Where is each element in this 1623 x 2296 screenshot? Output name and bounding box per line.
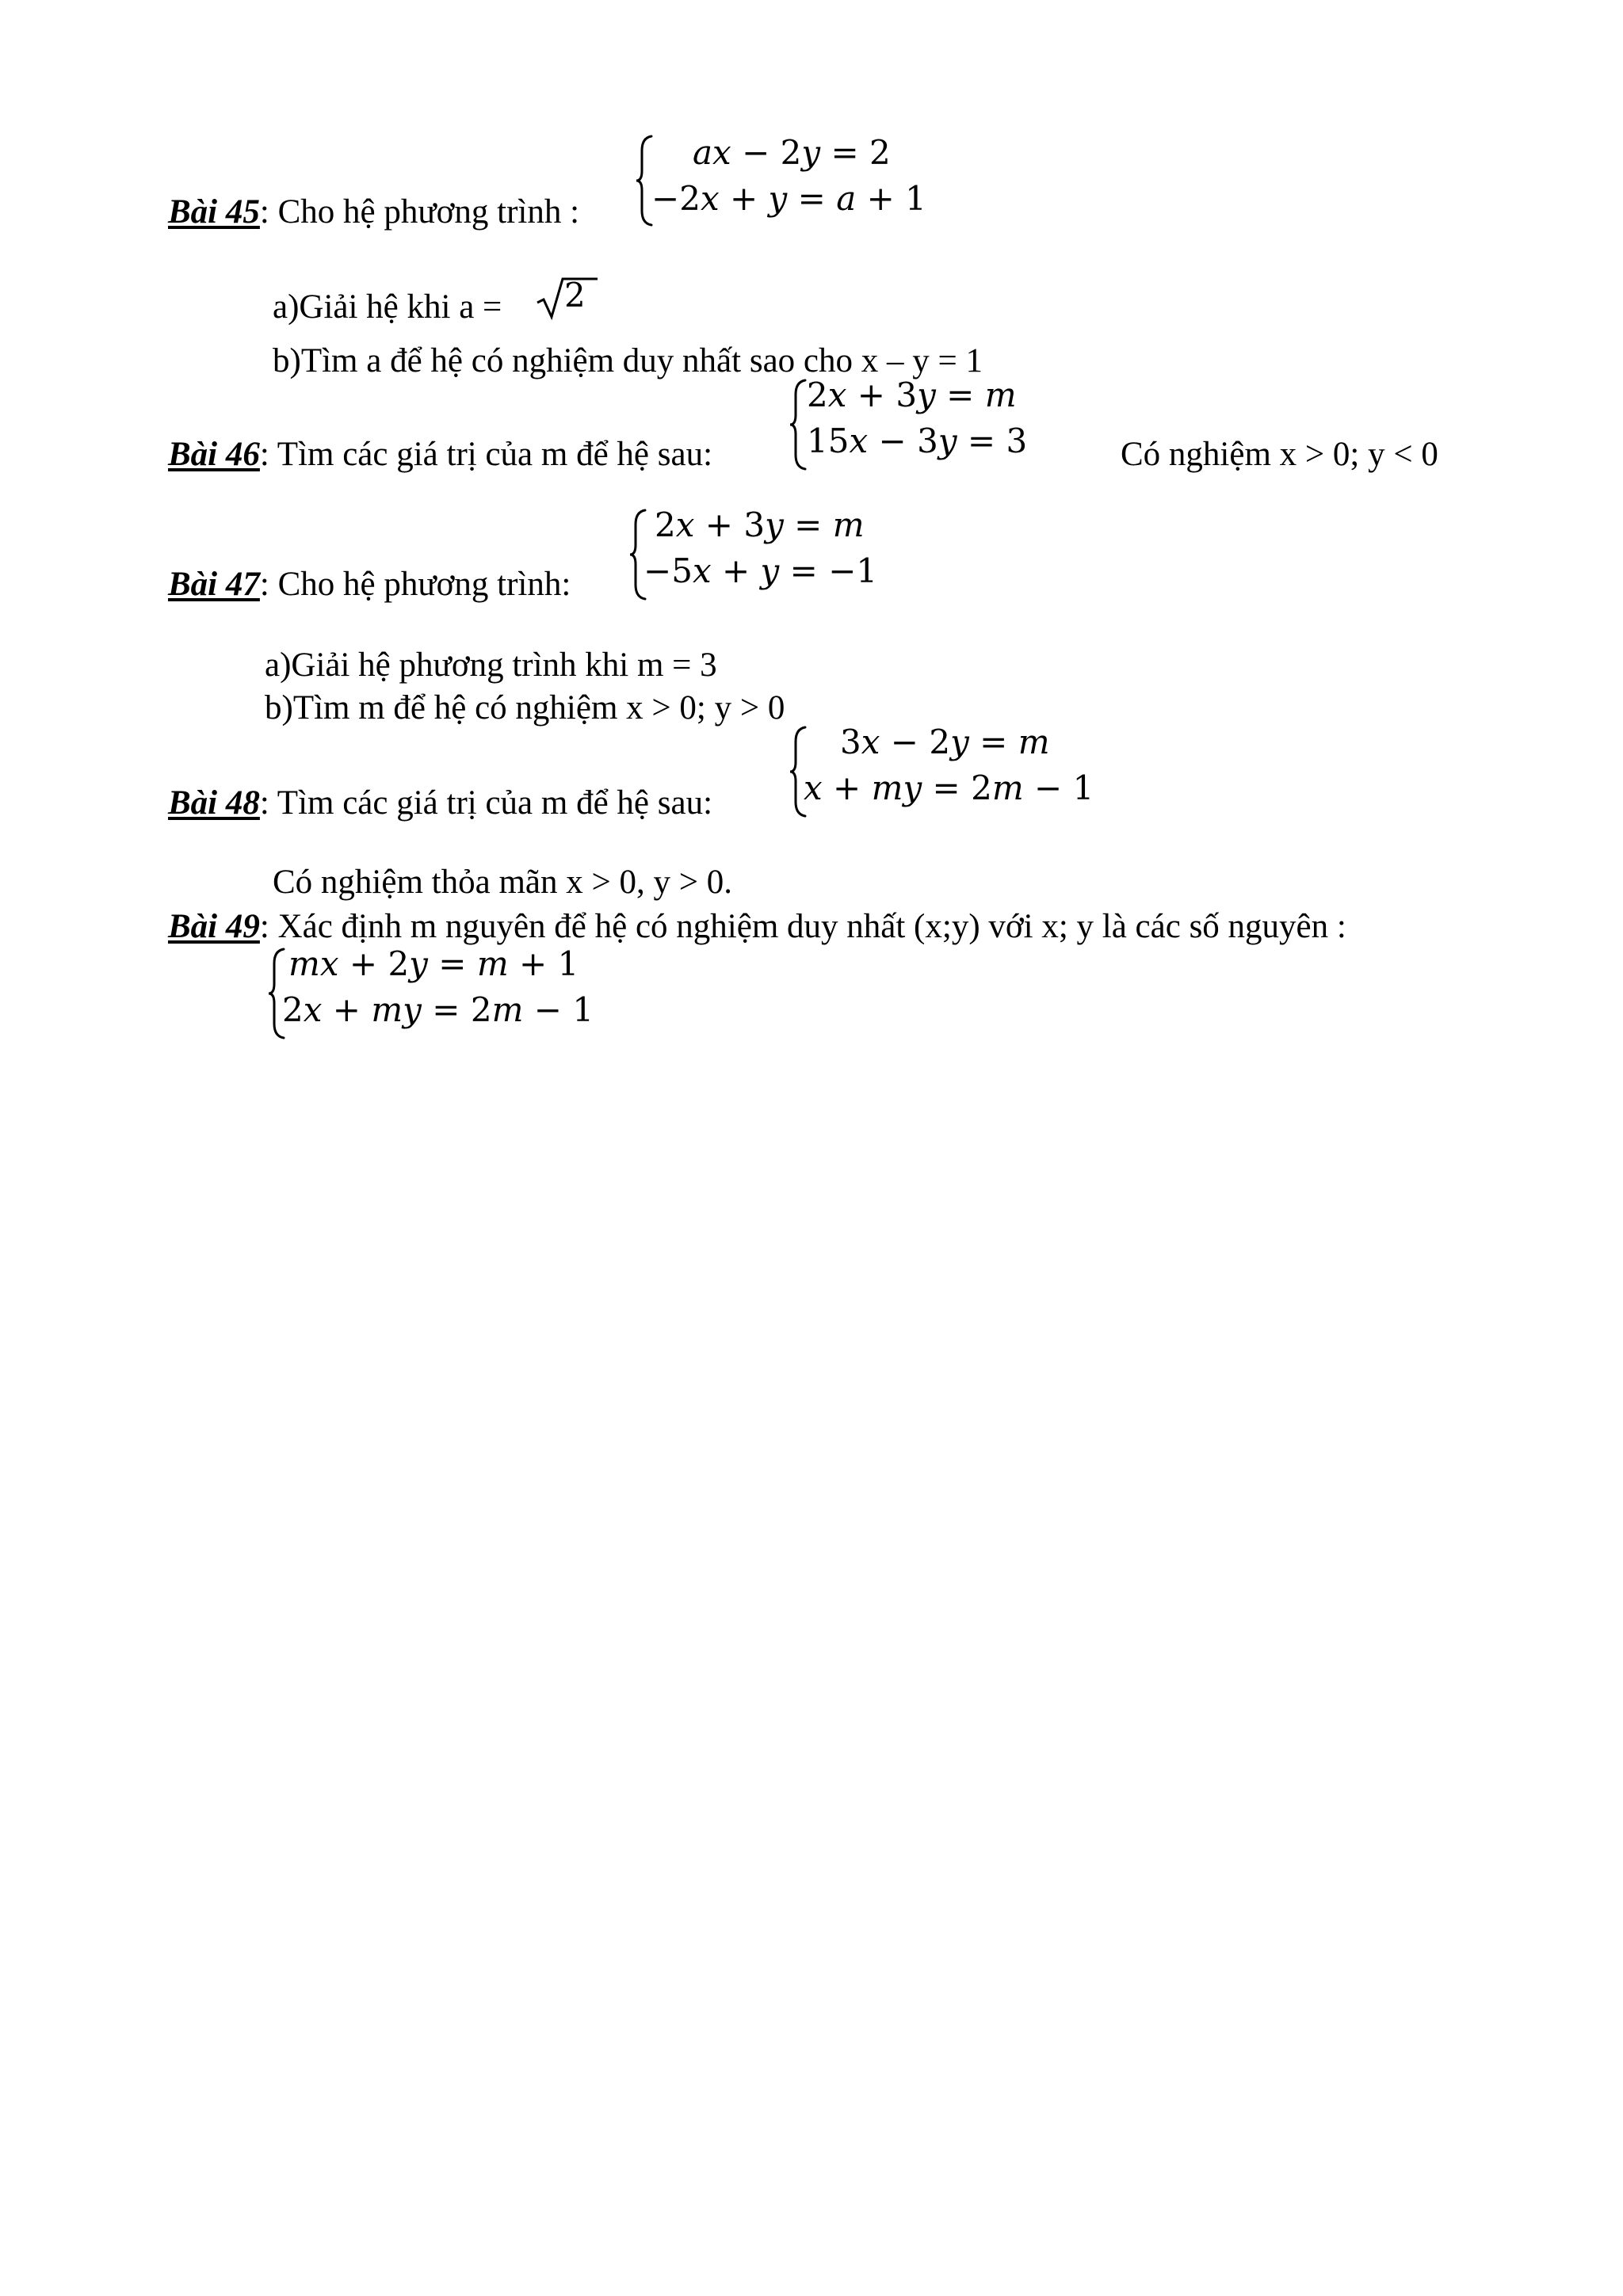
exercise-46-equation-2: 15x − 3y = 3: [807, 421, 1028, 460]
exercise-45-text: : Cho hệ phương trình :: [259, 193, 580, 231]
exercise-45-part-a: [273, 290, 502, 324]
exercise-48-condition: Có nghiệm thỏa mãn x > 0, y > 0.: [273, 864, 732, 901]
exercise-47-equation-2: −5x + y = −1: [643, 551, 878, 590]
exercise-46-text: : Tìm các giá trị của m để hệ sau:: [259, 436, 713, 473]
exercise-47-label: Bài 47: [168, 566, 260, 603]
exercise-47-text: : Cho hệ phương trình:: [259, 566, 571, 603]
exercise-49-label: Bài 49: [168, 908, 260, 945]
exercise-45-equation-system: [634, 133, 1078, 228]
exercise-47-equation-1: 2x + 3y = m: [655, 505, 865, 544]
exercise-48-label: Bài 48: [168, 784, 260, 822]
exercise-46-equation-1: 2x + 3y = m: [807, 376, 1017, 414]
exercise-45-label: Bài 45: [168, 193, 260, 231]
exercise-49-equation-1: mx + 2y = m + 1: [288, 944, 579, 983]
exercise-45-equation-1: ax − 2y = 2: [693, 133, 891, 172]
exercise-47-part-a: a)Giải hệ phương trình khi m = 3: [265, 646, 717, 684]
exercise-46-heading: [168, 437, 712, 471]
exercise-45-equation-2: −2x + y = a + 1: [651, 179, 926, 218]
exercise-46-label: Bài 46: [168, 436, 260, 473]
exercise-48-equation-1: 3x − 2y = m: [840, 723, 1050, 761]
exercise-49-text: : Xác định m nguyên để hệ có nghiệm duy nhất (x;y) với x; y là các số nguyên :: [259, 908, 1346, 945]
exercise-45-part-a-text: a)Giải hệ khi a =: [273, 288, 502, 326]
exercise-49-heading: [168, 910, 1346, 944]
exercise-46-condition: Có nghiệm x > 0; y < 0: [1121, 436, 1438, 473]
exercise-48-heading: [168, 786, 712, 820]
exercise-49-equation-system: [266, 946, 710, 1041]
exercise-48-equation-system: [788, 724, 1232, 819]
exercise-48-equation-2: x + my = 2m − 1: [804, 769, 1094, 807]
exercise-45-heading: [168, 195, 579, 229]
exercise-45-sqrt-value: 2: [564, 276, 586, 315]
exercise-47-equation-system: [628, 507, 1071, 602]
exercise-48-text: : Tìm các giá trị của m để hệ sau:: [259, 784, 713, 822]
exercise-47-part-b: b)Tìm m để hệ có nghiệm x > 0; y > 0: [265, 689, 785, 727]
exercise-47-heading: [168, 567, 571, 601]
exercise-49-equation-2: 2x + my = 2m − 1: [282, 990, 594, 1029]
exercise-45-part-b: b)Tìm a để hệ có nghiệm duy nhất sao cho x – y = 1: [273, 342, 983, 379]
